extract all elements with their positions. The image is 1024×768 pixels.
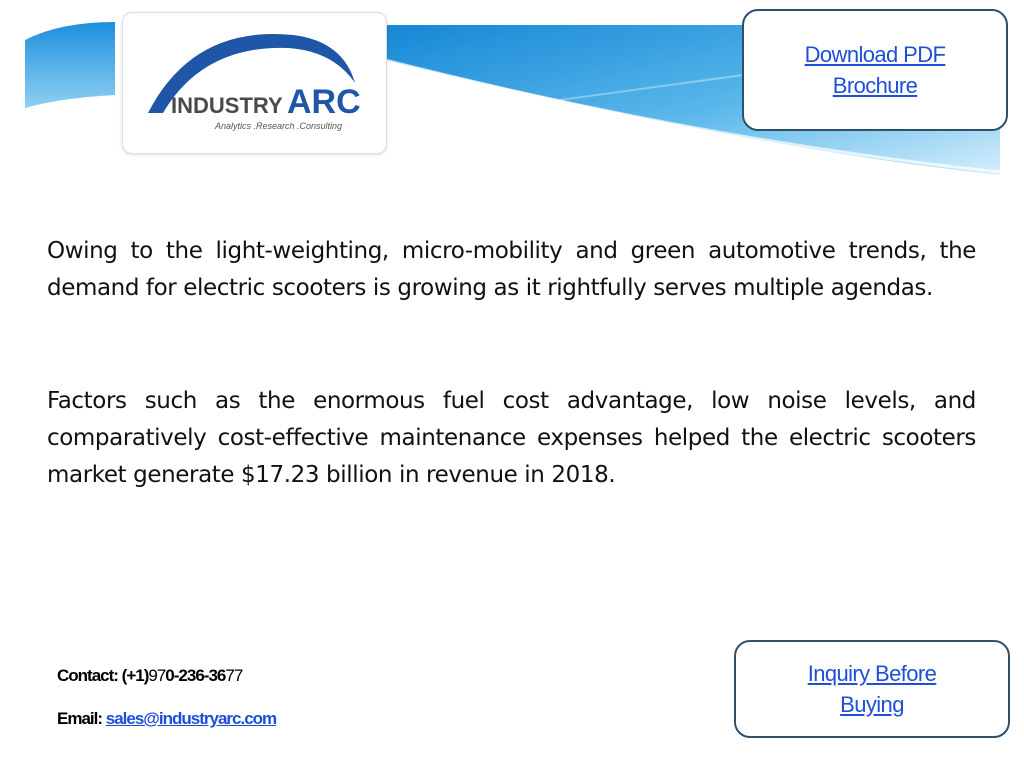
logo-tagline: Analytics .Research .Consulting: [215, 121, 343, 131]
inquiry-line2[interactable]: Buying: [840, 692, 904, 717]
contact-phone-label: Contact: (+1): [57, 666, 149, 685]
contact-phone-part-b: 0-236-36: [165, 666, 226, 685]
contact-email: [57, 709, 276, 729]
industryarc-logo: [123, 13, 386, 153]
download-brochure-line2[interactable]: Brochure: [832, 73, 918, 98]
inquiry-line1[interactable]: Inquiry Before: [807, 661, 937, 686]
logo-prefix-text: INDUSTRY: [171, 93, 283, 118]
contact-phone-part-c: 77: [225, 666, 243, 685]
download-brochure-line1[interactable]: Download PDF: [804, 42, 946, 67]
contact-phone-part-a: 97: [148, 666, 166, 685]
inquiry-before-buying-button[interactable]: [734, 640, 1010, 738]
body-paragraph-2: Factors such as the enormous fuel cost advantage, low noise levels, and comparatively cost-effective maintenance expenses helped the electric scooters market generate $17.23 billion in revenue in 2018.: [47, 388, 976, 488]
download-brochure-button[interactable]: [742, 9, 1008, 131]
body-paragraph-1: Owing to the light-weighting, micro-mobility and green automotive trends, the demand for electric scooters is growing as it rightfully serves multiple agendas.: [47, 238, 976, 301]
contact-email-label: Email:: [57, 709, 103, 728]
logo-suffix-text: ARC: [287, 83, 361, 121]
logo-card: [122, 12, 387, 154]
email-link[interactable]: sales@industryarc.com: [105, 709, 277, 728]
contact-phone: [57, 666, 242, 686]
